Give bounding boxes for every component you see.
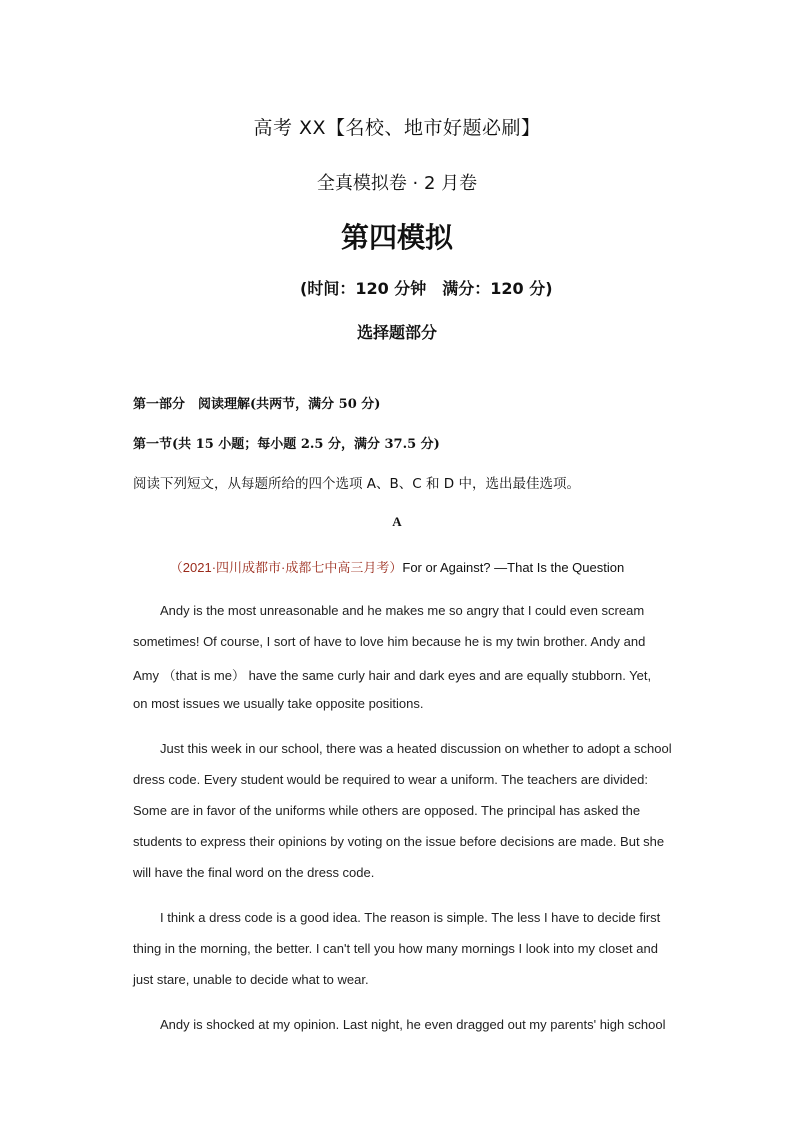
passage-title: For or Against? —That Is the Question [402, 560, 625, 575]
passage-line: Andy is shocked at my opinion. Last night, he even dragged out my parents' high school [160, 1017, 666, 1032]
passage-line: on most issues we usually take opposite positions. [133, 696, 424, 711]
section-title: 选择题部分 [356, 323, 437, 342]
exam-subtitle: 全真模拟卷 · 2 月卷 [316, 173, 478, 194]
instruction-text: 阅读下列短文，从每题所给的四个选项 A、B、C 和 D 中，选出最佳选项。 [133, 476, 580, 492]
passage-source: （2021·四川成都市·成都七中高三月考） [169, 560, 403, 575]
passage-line: Amy （that is me） have the same curly hair and dark eyes and are equally stubborn. Yet, [133, 668, 652, 683]
passage-letter: A [392, 514, 402, 529]
passage-line: Just this week in our school, there was a heated discussion on whether to adopt a school [160, 741, 672, 756]
passage-line: sometimes! Of course, I sort of have to love him because he is my twin brother. Andy and [133, 634, 646, 649]
exam-series-title: 高考 XX【名校、地市好题必刷】 [253, 117, 541, 139]
page-title: 第四模拟 [340, 221, 453, 254]
passage-line: just stare, unable to decide what to wear. [133, 972, 369, 987]
passage-line: students to express their opinions by voting on the issue before decisions are made. But she [133, 834, 665, 849]
passage-line: thing in the morning, the better. I can't tell you how many mornings I look into my closet and [133, 941, 658, 956]
passage-line: dress code. Every student would be required to wear a uniform. The teachers are divided: [133, 772, 648, 787]
passage-line: will have the final word on the dress code. [133, 865, 375, 880]
passage-line: I think a dress code is a good idea. The reason is simple. The less I have to decide first [160, 910, 661, 925]
passage-line: Andy is the most unreasonable and he makes me so angry that I could even scream [160, 603, 645, 618]
passage-line: Some are in favor of the uniforms while others are opposed. The principal has asked the [133, 803, 641, 818]
part-heading: 第一部分 阅读理解(共两节，满分 50 分) [133, 397, 381, 412]
time-score-info: (时间：120 分钟 满分：120 分) [300, 279, 553, 298]
passage-source-line [0, 557, 794, 576]
section-subheading: 第一节(共 15 小题；每小题 2.5 分，满分 37.5 分) [133, 437, 440, 452]
